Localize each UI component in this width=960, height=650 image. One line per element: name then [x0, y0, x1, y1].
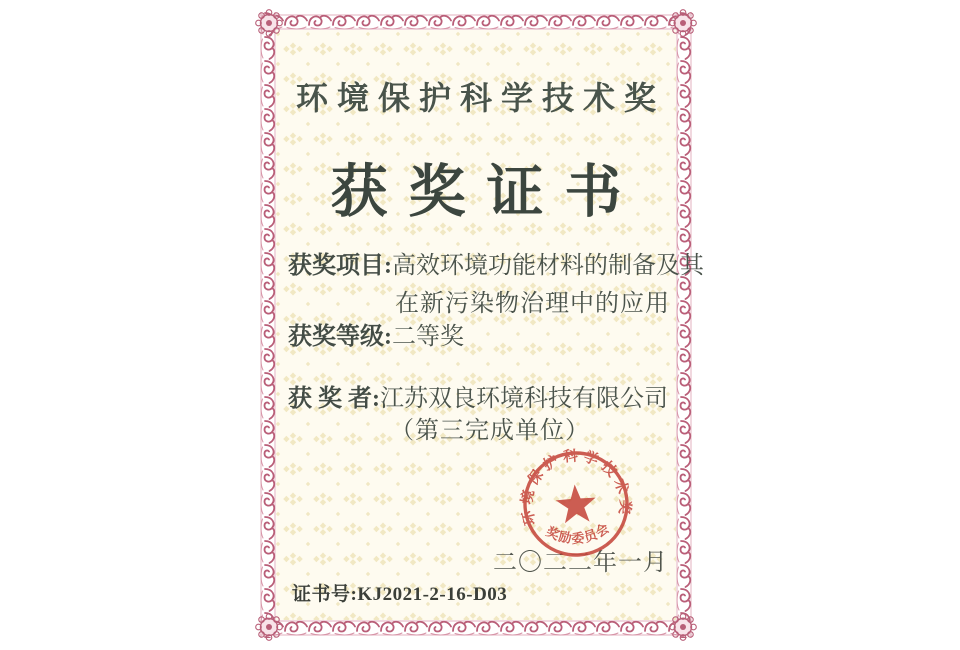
- field-grade-value: 二等奖: [392, 324, 464, 350]
- field-winner-note: （第三完成单位）: [390, 418, 590, 444]
- official-seal: [514, 442, 638, 566]
- star-icon: [555, 483, 597, 524]
- issue-date: 二〇二二年一月: [493, 550, 668, 576]
- seal-ring-text: 环境保护科学技术奖: [519, 448, 633, 527]
- certificate-number: [292, 579, 507, 606]
- certificate-title: 获奖证书: [330, 161, 643, 224]
- field-project-value-line2: 在新污染物治理中的应用: [395, 291, 670, 317]
- field-grade-label: 获奖等级:: [288, 324, 392, 350]
- award-name: 环境保护科学技术奖: [295, 80, 665, 116]
- certificate-number-label: 证书号:: [292, 584, 358, 605]
- field-project-value-line1: 高效环境功能材料的制备及其: [392, 253, 704, 279]
- field-project-label: 获奖项目:: [288, 253, 392, 279]
- certificate-content: [248, 4, 704, 646]
- field-grade: [288, 316, 464, 351]
- seal-bottom-text: 奖励委员会: [543, 519, 613, 547]
- field-winner-value: 江苏双良环境科技有限公司: [380, 386, 668, 412]
- field-winner: [288, 378, 668, 413]
- field-winner-label: 获 奖 者:: [288, 386, 380, 412]
- certificate: [248, 4, 704, 646]
- svg-text:奖励委员会: [543, 519, 613, 548]
- field-project: [288, 245, 704, 280]
- certificate-number-value: KJ2021-2-16-D03: [357, 584, 508, 605]
